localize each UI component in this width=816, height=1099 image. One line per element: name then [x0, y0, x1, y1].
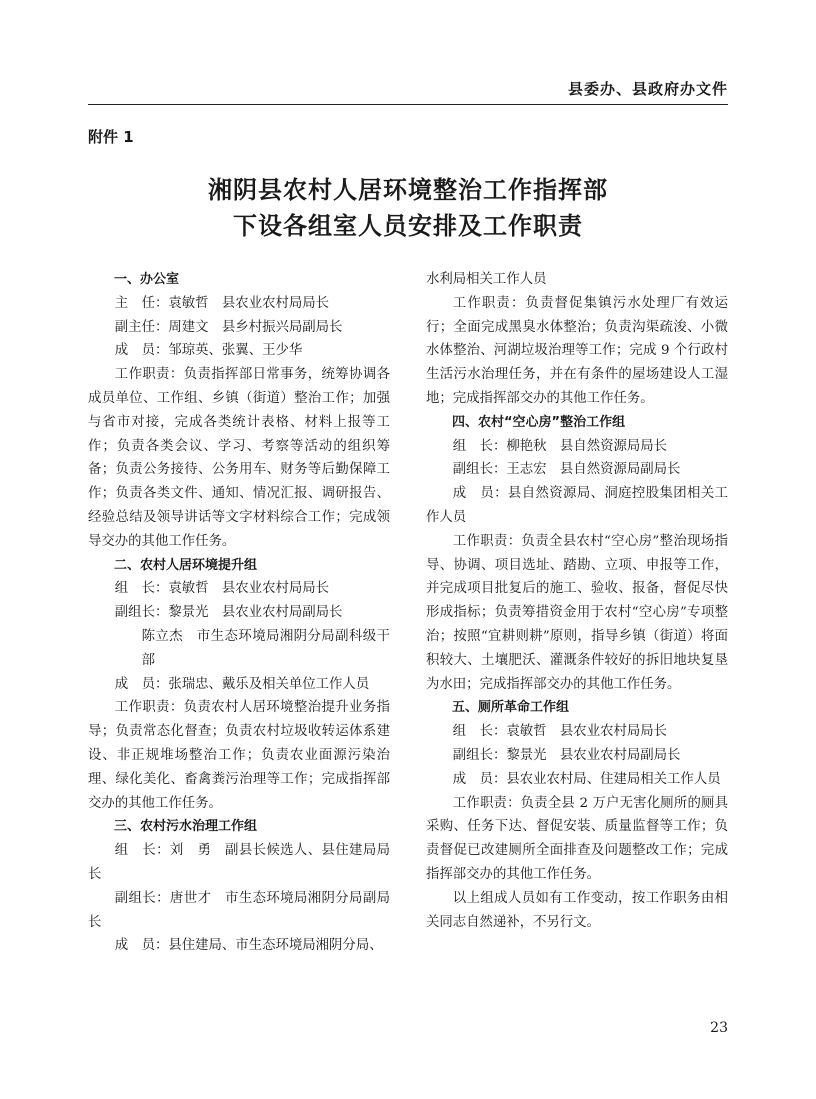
section-duties: 工作职责：负责农村人居环境整治提升业务指导；负责常态化督查；负责农村垃圾收转运体系建设、非正规堆场整治工作；负责农业面源污染治理、绿化美化、畜禽粪污治理等工作；完成指挥部交办的其他工作任务。 — [88, 700, 390, 811]
section-leader: 组 长：刘 勇 副县长候选人、县住建局局长 — [88, 843, 390, 882]
title-line-2: 下设各组室人员安排及工作职责 — [233, 211, 583, 240]
title-line-1: 湘阴县农村人居环境整治工作指挥部 — [208, 175, 608, 204]
left-column — [88, 268, 390, 958]
document-title — [88, 172, 728, 244]
section-leader: 组 长：柳艳秋 县自然资源局局长 — [452, 438, 668, 454]
section-heading: 五、厕所革命工作组 — [452, 700, 570, 716]
section-members: 成 员：县农业农村局、住建局相关工作人员 — [452, 771, 721, 787]
section-deputy-2: 陈立杰 市生态环境局湘阴分局副科级干部 — [141, 628, 390, 668]
header-title: 县委办、县政府办文件 — [567, 80, 728, 98]
section-members: 成 员：张瑞忠、戴乐及相关单位工作人员 — [114, 676, 370, 692]
section-deputy: 副组长：王志宏 县自然资源局副局长 — [452, 462, 681, 478]
section-members-continued: 水利局相关工作人员 — [426, 272, 547, 287]
section-duties: 工作职责：负责全县 2 万户无害化厕所的厕具采购、任务下达、督促安装、质量监督等工作；负责督促已改建厕所全面排查及问题整改工作；完成指挥部交办的其他工作任务。 — [426, 795, 728, 882]
section-deputy: 副组长：唐世才 市生态环境局湘阴分局副局长 — [88, 890, 390, 930]
section-members: 成 员：县住建局、市生态环境局湘阴分局、 — [114, 938, 383, 954]
page-number: 23 — [710, 1020, 728, 1036]
page-header — [88, 76, 728, 105]
section-deputy: 副主任：周建文 县乡村振兴局副局长 — [114, 319, 343, 335]
section-deputy: 副组长：黎景光 县农业农村局副局长 — [114, 605, 343, 621]
attachment-label: 附件 1 — [88, 128, 134, 146]
section-heading: 三、农村污水治理工作组 — [114, 819, 258, 835]
section-deputy: 副组长：黎景光 县农业农村局副局长 — [452, 747, 681, 763]
section-heading: 一、办公室 — [114, 272, 180, 287]
section-duties: 工作职责：负责全县农村“空心房”整治现场指导、协调、项目选址、踏勘、立项、申报等工作，并完成项目批复后的施工、验收、报备，督促尽快形成指标；负责筹措资金用于农村“空心房”专项整治；按照“宜耕则耕”原则，指导乡镇（街道）将面积较大、土壤肥沃、灌溉条件较好的拆旧地块复垦为水田；完成指挥部交办的其他工作任务。 — [426, 533, 728, 692]
section-duties: 工作职责：负责指挥部日常事务，统筹协调各成员单位、工作组、乡镇（街道）整治工作；加强与省市对接，完成各类统计表格、材料上报等工作；负责各类会议、学习、考察等活动的组织筹备；负责公务接待、公务用车、财务等后勤保障工作；负责各类文件、通知、情况汇报、调研报告、经验总结及领导讲话等文字材料综合工作；完成领导交办的其他工作任务。 — [88, 367, 390, 549]
right-column — [426, 268, 728, 934]
section-director: 主 任：袁敏哲 县农业农村局局长 — [114, 295, 330, 311]
section-duties: 工作职责：负责督促集镇污水处理厂有效运行；全面完成黑臭水体整治；负责沟渠疏浚、小微水体整治、河湖垃圾治理等工作；完成 9 个行政村生活污水治理任务，并在有条件的屋场建设人工湿地；完成指挥部交办的其他工作任务。 — [426, 295, 728, 406]
section-heading: 二、农村人居环境提升组 — [114, 557, 258, 573]
closing-note: 以上组成人员如有工作变动，按工作职务由相关同志自然递补，不另行文。 — [426, 890, 728, 930]
section-heading: 四、农村“空心房”整治工作组 — [452, 414, 626, 430]
section-leader: 组 长：袁敏哲 县农业农村局局长 — [452, 724, 668, 740]
section-members: 成 员：邹琼英、张翼、王少华 — [114, 343, 303, 359]
section-members: 成 员：县自然资源局、洞庭控股集团相关工作人员 — [426, 486, 728, 525]
section-leader: 组 长：袁敏哲 县农业农村局局长 — [114, 581, 330, 597]
